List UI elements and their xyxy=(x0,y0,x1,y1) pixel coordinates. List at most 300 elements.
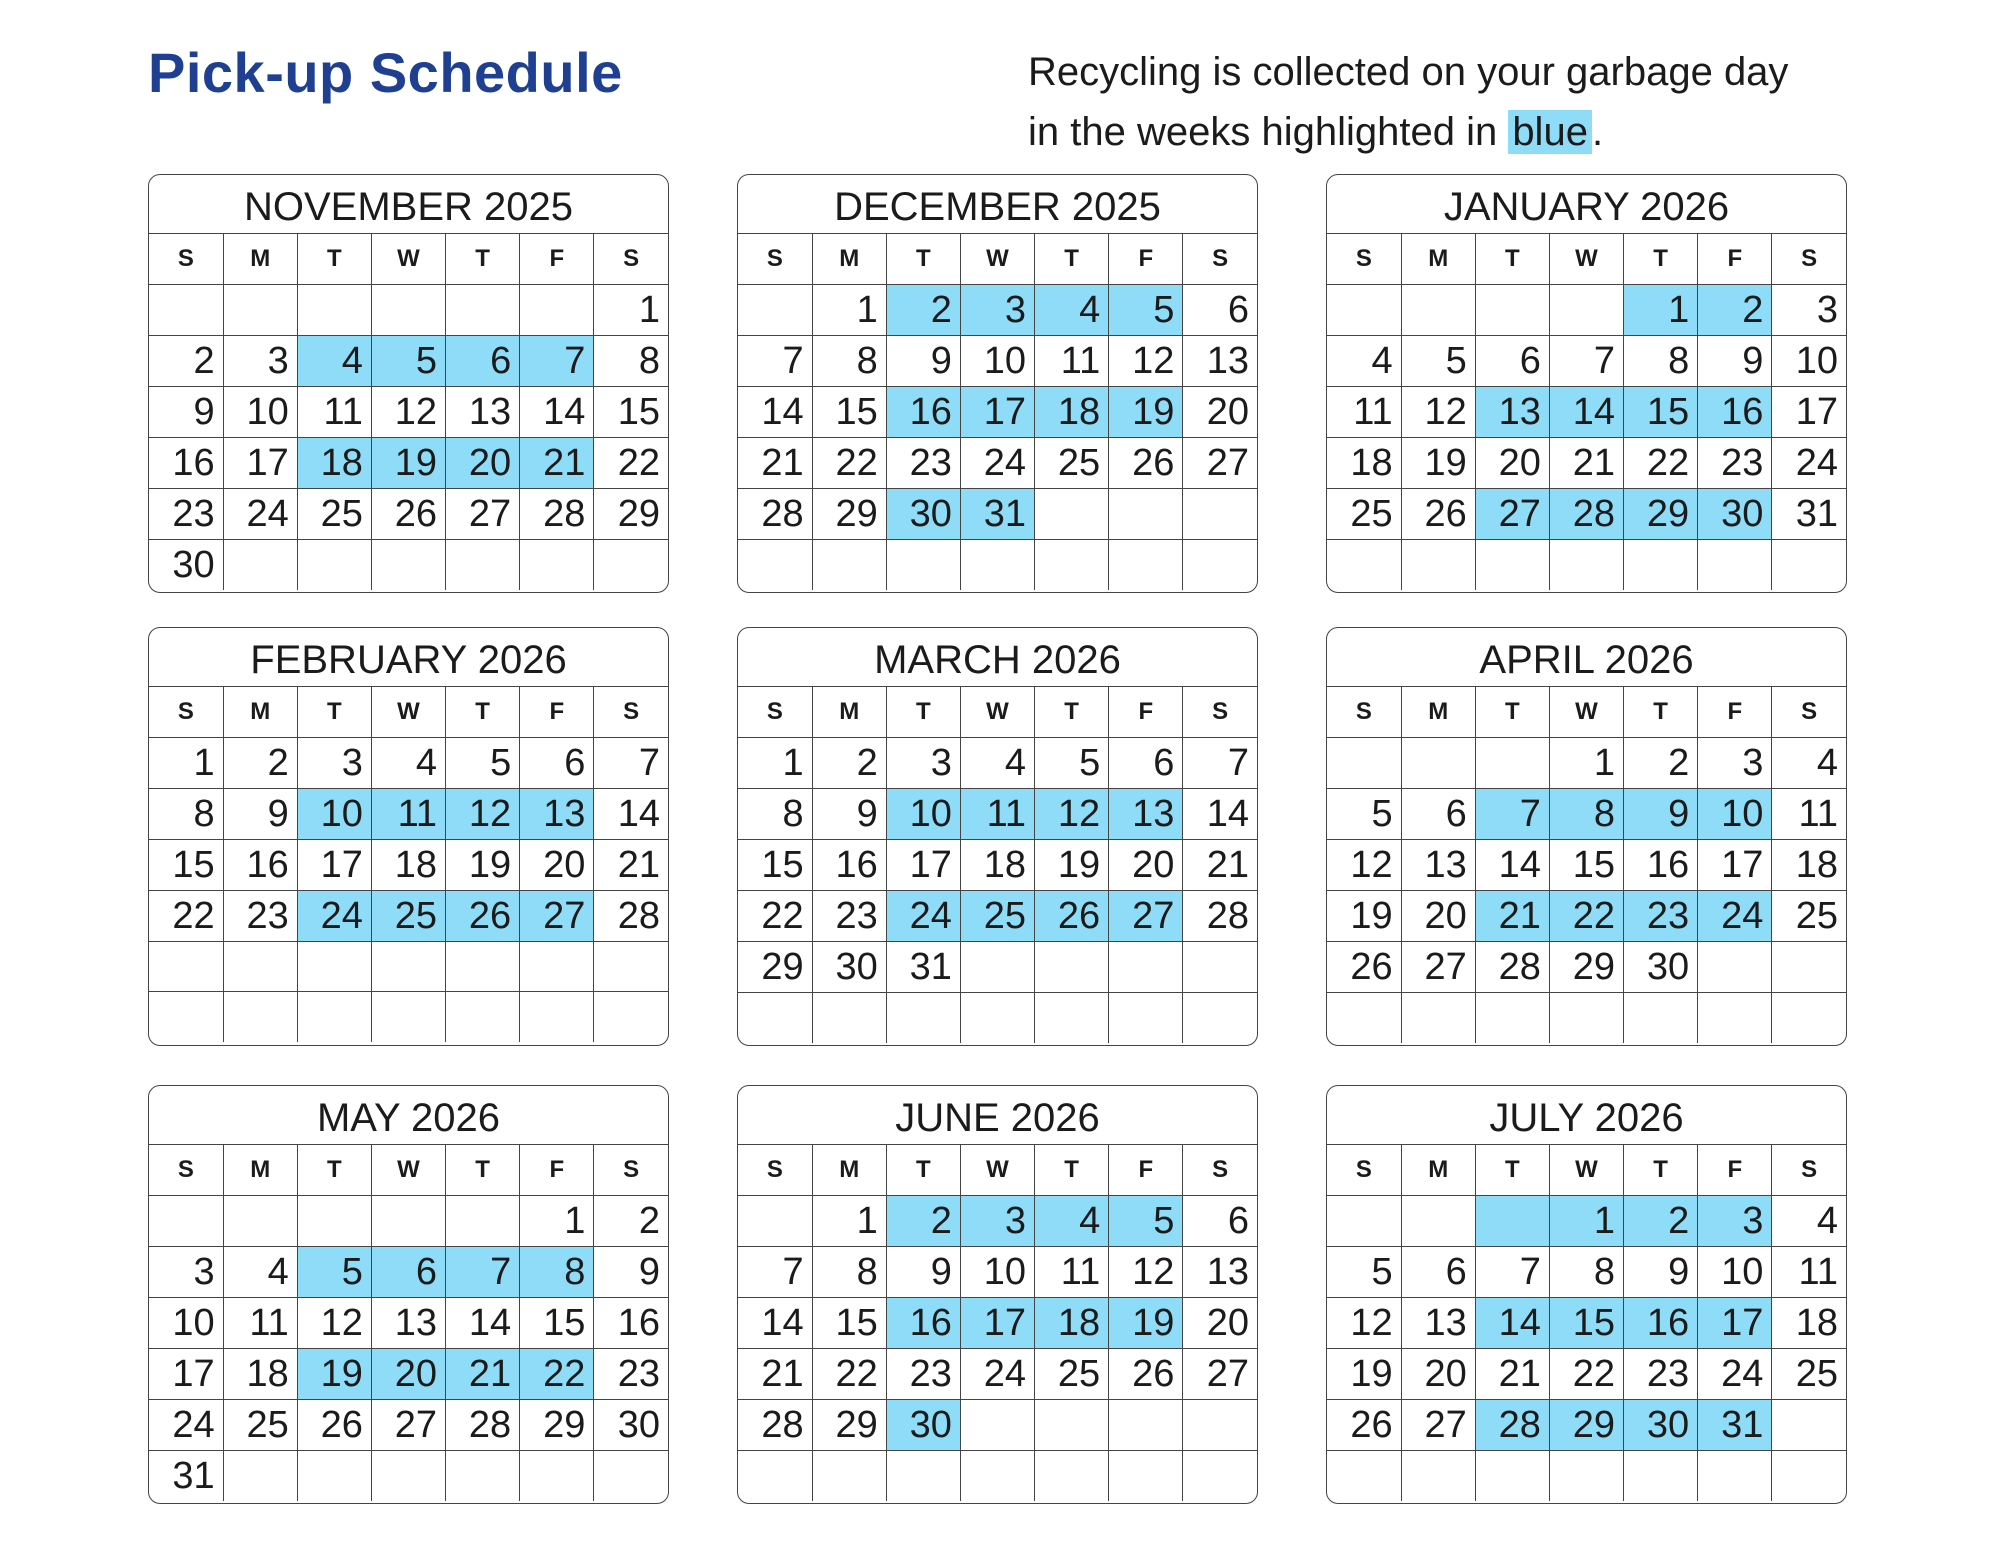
day-cell xyxy=(960,540,1034,590)
day-cell: 3 xyxy=(149,1247,223,1298)
day-cell: 26 xyxy=(371,489,445,540)
day-cell xyxy=(594,992,668,1042)
day-cell: 19 xyxy=(297,1349,371,1400)
week-row xyxy=(1327,789,1846,840)
weekday-header: F xyxy=(1698,1145,1772,1196)
day-cell: 27 xyxy=(1183,1349,1257,1400)
day-cell xyxy=(1035,1400,1109,1451)
weekday-header-row xyxy=(1327,234,1846,285)
day-cell: 27 xyxy=(371,1400,445,1451)
day-cell: 19 xyxy=(1401,438,1475,489)
day-cell xyxy=(1109,540,1183,590)
day-cell: 1 xyxy=(1549,738,1623,789)
day-cell: 5 xyxy=(1109,285,1183,336)
day-cell: 5 xyxy=(1327,1247,1401,1298)
note-line-2-end: . xyxy=(1591,110,1604,154)
day-cell xyxy=(1183,942,1257,993)
week-row xyxy=(1327,993,1846,1043)
month-title: FEBRUARY 2026 xyxy=(149,628,668,687)
day-cell: 15 xyxy=(1624,387,1698,438)
note-line-2 xyxy=(1028,102,1908,162)
week-row xyxy=(738,891,1257,942)
day-cell: 25 xyxy=(1772,891,1846,942)
day-cell: 16 xyxy=(886,387,960,438)
week-row xyxy=(1327,489,1846,540)
day-cell: 4 xyxy=(1035,285,1109,336)
day-cell: 16 xyxy=(1624,840,1698,891)
day-cell: 3 xyxy=(960,285,1034,336)
day-cell: 2 xyxy=(1698,285,1772,336)
day-cell xyxy=(1772,1400,1846,1451)
day-cell: 18 xyxy=(371,840,445,891)
day-cell: 7 xyxy=(1475,789,1549,840)
day-cell xyxy=(594,540,668,591)
day-cell: 8 xyxy=(1624,336,1698,387)
day-cell: 24 xyxy=(1698,1349,1772,1400)
weekday-header: W xyxy=(1549,1145,1623,1196)
day-cell xyxy=(149,285,223,336)
day-cell xyxy=(446,285,520,336)
day-cell: 1 xyxy=(149,738,223,789)
day-cell: 21 xyxy=(1475,1349,1549,1400)
day-cell: 3 xyxy=(1698,738,1772,789)
day-cell: 25 xyxy=(297,489,371,540)
day-cell: 19 xyxy=(446,840,520,891)
day-cell: 14 xyxy=(1475,1298,1549,1349)
day-cell xyxy=(1109,1451,1183,1501)
day-cell: 28 xyxy=(1475,942,1549,993)
day-cell: 3 xyxy=(1698,1196,1772,1247)
month-title: MAY 2026 xyxy=(149,1086,668,1145)
day-cell: 12 xyxy=(297,1298,371,1349)
day-cell xyxy=(960,1400,1034,1451)
day-cell xyxy=(812,993,886,1043)
day-cell: 23 xyxy=(1624,1349,1698,1400)
day-cell: 20 xyxy=(1475,438,1549,489)
weekday-header-row xyxy=(149,1145,668,1196)
weekday-header-row xyxy=(738,234,1257,285)
day-cell: 9 xyxy=(886,336,960,387)
day-cell: 6 xyxy=(1401,789,1475,840)
day-cell: 2 xyxy=(886,285,960,336)
day-cell: 19 xyxy=(1109,387,1183,438)
day-cell: 15 xyxy=(1549,1298,1623,1349)
day-cell: 8 xyxy=(812,336,886,387)
month-calendar xyxy=(1326,1085,1847,1504)
week-row xyxy=(738,1298,1257,1349)
week-row xyxy=(738,942,1257,993)
day-cell: 3 xyxy=(1772,285,1846,336)
day-cell: 19 xyxy=(1035,840,1109,891)
day-cell: 30 xyxy=(812,942,886,993)
day-cell xyxy=(520,992,594,1042)
day-cell: 9 xyxy=(223,789,297,840)
day-cell: 5 xyxy=(1401,336,1475,387)
day-cell xyxy=(1183,1451,1257,1501)
month-title: MARCH 2026 xyxy=(738,628,1257,687)
day-cell xyxy=(297,1451,371,1502)
weekday-header: M xyxy=(1401,1145,1475,1196)
day-cell: 25 xyxy=(223,1400,297,1451)
weekday-header: S xyxy=(1772,687,1846,738)
day-cell: 6 xyxy=(520,738,594,789)
day-cell: 15 xyxy=(149,840,223,891)
day-cell: 26 xyxy=(1035,891,1109,942)
day-cell xyxy=(520,285,594,336)
week-row xyxy=(149,336,668,387)
day-cell: 13 xyxy=(1401,1298,1475,1349)
day-cell: 7 xyxy=(738,336,812,387)
weekday-header: T xyxy=(1475,1145,1549,1196)
weekday-header: T xyxy=(886,234,960,285)
note-line-2-text: in the weeks highlighted in xyxy=(1028,110,1509,154)
day-cell: 11 xyxy=(1327,387,1401,438)
weekday-header: T xyxy=(1624,234,1698,285)
day-cell xyxy=(594,942,668,992)
day-cell: 20 xyxy=(520,840,594,891)
weekday-header: S xyxy=(149,1145,223,1196)
day-cell: 1 xyxy=(812,285,886,336)
day-cell xyxy=(520,1451,594,1502)
week-row xyxy=(1327,336,1846,387)
week-row xyxy=(149,1451,668,1502)
month-grid xyxy=(738,1145,1257,1501)
weekday-header-row xyxy=(738,1145,1257,1196)
weekday-header: S xyxy=(1183,687,1257,738)
day-cell xyxy=(1401,1451,1475,1501)
day-cell: 8 xyxy=(738,789,812,840)
day-cell xyxy=(149,992,223,1042)
day-cell: 10 xyxy=(886,789,960,840)
day-cell: 17 xyxy=(960,387,1034,438)
day-cell xyxy=(1698,993,1772,1043)
day-cell: 14 xyxy=(446,1298,520,1349)
day-cell: 4 xyxy=(1327,336,1401,387)
day-cell: 8 xyxy=(520,1247,594,1298)
day-cell: 9 xyxy=(886,1247,960,1298)
day-cell: 21 xyxy=(1183,840,1257,891)
weekday-header: M xyxy=(223,234,297,285)
weekday-header: M xyxy=(223,1145,297,1196)
month-grid xyxy=(738,234,1257,590)
day-cell xyxy=(520,540,594,591)
day-cell: 4 xyxy=(1772,738,1846,789)
day-cell xyxy=(371,992,445,1042)
weekday-header: F xyxy=(520,234,594,285)
day-cell: 22 xyxy=(1624,438,1698,489)
day-cell xyxy=(446,540,520,591)
day-cell: 17 xyxy=(1772,387,1846,438)
day-cell: 23 xyxy=(594,1349,668,1400)
day-cell: 24 xyxy=(960,438,1034,489)
day-cell: 28 xyxy=(520,489,594,540)
day-cell: 13 xyxy=(1475,387,1549,438)
day-cell: 12 xyxy=(1109,336,1183,387)
day-cell xyxy=(446,992,520,1042)
day-cell: 6 xyxy=(1183,285,1257,336)
day-cell: 6 xyxy=(1475,336,1549,387)
day-cell: 22 xyxy=(149,891,223,942)
month-grid xyxy=(149,1145,668,1501)
day-cell xyxy=(1401,1196,1475,1247)
day-cell: 31 xyxy=(1772,489,1846,540)
day-cell: 28 xyxy=(1549,489,1623,540)
day-cell xyxy=(1549,1451,1623,1501)
day-cell: 5 xyxy=(371,336,445,387)
day-cell xyxy=(1772,1451,1846,1501)
day-cell: 20 xyxy=(371,1349,445,1400)
weekday-header: M xyxy=(812,687,886,738)
day-cell xyxy=(960,993,1034,1043)
weekday-header-row xyxy=(738,687,1257,738)
day-cell: 12 xyxy=(1035,789,1109,840)
weekday-header: M xyxy=(1401,234,1475,285)
day-cell xyxy=(960,1451,1034,1501)
weekday-header-row xyxy=(149,234,668,285)
day-cell xyxy=(594,1451,668,1502)
day-cell xyxy=(1035,993,1109,1043)
day-cell: 26 xyxy=(1109,438,1183,489)
day-cell: 30 xyxy=(1624,1400,1698,1451)
month-grid xyxy=(149,234,668,590)
day-cell: 7 xyxy=(1475,1247,1549,1298)
day-cell: 10 xyxy=(223,387,297,438)
day-cell: 11 xyxy=(371,789,445,840)
day-cell xyxy=(223,1196,297,1247)
weekday-header: S xyxy=(1772,1145,1846,1196)
day-cell: 29 xyxy=(812,1400,886,1451)
day-cell xyxy=(1549,285,1623,336)
day-cell: 13 xyxy=(1183,1247,1257,1298)
day-cell: 17 xyxy=(960,1298,1034,1349)
week-row xyxy=(738,489,1257,540)
weekday-header: T xyxy=(297,1145,371,1196)
week-row xyxy=(149,992,668,1042)
weekday-header: F xyxy=(520,1145,594,1196)
day-cell: 12 xyxy=(1109,1247,1183,1298)
day-cell xyxy=(371,540,445,591)
weekday-header: S xyxy=(1327,687,1401,738)
week-row xyxy=(1327,1400,1846,1451)
weekday-header: M xyxy=(812,1145,886,1196)
day-cell: 25 xyxy=(1772,1349,1846,1400)
week-row xyxy=(149,387,668,438)
day-cell xyxy=(1475,540,1549,590)
day-cell: 27 xyxy=(1401,942,1475,993)
day-cell: 27 xyxy=(1401,1400,1475,1451)
day-cell: 28 xyxy=(738,1400,812,1451)
day-cell xyxy=(1327,1451,1401,1501)
weekday-header: W xyxy=(960,1145,1034,1196)
day-cell: 24 xyxy=(886,891,960,942)
day-cell: 17 xyxy=(149,1349,223,1400)
weekday-header: W xyxy=(1549,234,1623,285)
day-cell: 31 xyxy=(1698,1400,1772,1451)
day-cell xyxy=(1183,489,1257,540)
day-cell xyxy=(297,1196,371,1247)
day-cell: 10 xyxy=(149,1298,223,1349)
week-row xyxy=(738,993,1257,1043)
weekday-header: T xyxy=(297,687,371,738)
day-cell: 26 xyxy=(446,891,520,942)
weekday-header: T xyxy=(446,234,520,285)
week-row xyxy=(738,285,1257,336)
day-cell xyxy=(1475,285,1549,336)
day-cell: 9 xyxy=(594,1247,668,1298)
day-cell xyxy=(1698,1451,1772,1501)
day-cell: 19 xyxy=(1327,1349,1401,1400)
week-row xyxy=(1327,387,1846,438)
day-cell: 20 xyxy=(1183,387,1257,438)
day-cell: 14 xyxy=(1549,387,1623,438)
day-cell: 4 xyxy=(1035,1196,1109,1247)
day-cell: 17 xyxy=(1698,840,1772,891)
weekday-header: T xyxy=(1475,234,1549,285)
day-cell: 2 xyxy=(223,738,297,789)
day-cell xyxy=(149,1196,223,1247)
day-cell: 12 xyxy=(1401,387,1475,438)
day-cell: 16 xyxy=(1624,1298,1698,1349)
day-cell xyxy=(738,285,812,336)
day-cell: 11 xyxy=(297,387,371,438)
day-cell: 14 xyxy=(594,789,668,840)
day-cell: 31 xyxy=(960,489,1034,540)
week-row xyxy=(1327,1349,1846,1400)
day-cell: 2 xyxy=(812,738,886,789)
weekday-header: M xyxy=(812,234,886,285)
day-cell: 13 xyxy=(1183,336,1257,387)
day-cell xyxy=(886,540,960,590)
day-cell: 20 xyxy=(1183,1298,1257,1349)
day-cell xyxy=(371,1196,445,1247)
day-cell xyxy=(738,993,812,1043)
day-cell xyxy=(1327,738,1401,789)
day-cell xyxy=(223,285,297,336)
day-cell: 25 xyxy=(960,891,1034,942)
day-cell: 26 xyxy=(297,1400,371,1451)
day-cell: 28 xyxy=(594,891,668,942)
day-cell: 26 xyxy=(1327,942,1401,993)
day-cell: 23 xyxy=(886,438,960,489)
day-cell xyxy=(1035,1451,1109,1501)
day-cell: 21 xyxy=(520,438,594,489)
day-cell: 12 xyxy=(1327,1298,1401,1349)
day-cell: 10 xyxy=(960,336,1034,387)
day-cell: 22 xyxy=(812,438,886,489)
week-row xyxy=(738,387,1257,438)
month-calendar xyxy=(737,627,1258,1046)
day-cell: 28 xyxy=(1475,1400,1549,1451)
month-grid xyxy=(1327,234,1846,590)
week-row xyxy=(1327,738,1846,789)
week-row xyxy=(738,1247,1257,1298)
month-title: APRIL 2026 xyxy=(1327,628,1846,687)
day-cell: 18 xyxy=(223,1349,297,1400)
weekday-header-row xyxy=(1327,687,1846,738)
day-cell xyxy=(1327,993,1401,1043)
day-cell xyxy=(1772,540,1846,590)
week-row xyxy=(738,840,1257,891)
day-cell xyxy=(1698,540,1772,590)
weekday-header: S xyxy=(738,1145,812,1196)
day-cell: 14 xyxy=(1475,840,1549,891)
day-cell: 27 xyxy=(1183,438,1257,489)
day-cell: 7 xyxy=(594,738,668,789)
day-cell xyxy=(1698,942,1772,993)
day-cell xyxy=(960,942,1034,993)
day-cell xyxy=(1475,993,1549,1043)
month-grid xyxy=(149,687,668,1042)
day-cell: 10 xyxy=(1772,336,1846,387)
day-cell xyxy=(1624,540,1698,590)
day-cell: 20 xyxy=(1401,1349,1475,1400)
day-cell xyxy=(1109,942,1183,993)
weekday-header: T xyxy=(297,234,371,285)
weekday-header: W xyxy=(371,234,445,285)
day-cell: 10 xyxy=(1698,1247,1772,1298)
day-cell xyxy=(1401,993,1475,1043)
day-cell: 5 xyxy=(446,738,520,789)
day-cell: 30 xyxy=(149,540,223,591)
day-cell: 6 xyxy=(446,336,520,387)
day-cell: 18 xyxy=(1035,387,1109,438)
day-cell: 30 xyxy=(1624,942,1698,993)
day-cell: 7 xyxy=(738,1247,812,1298)
week-row xyxy=(1327,438,1846,489)
day-cell xyxy=(1475,1196,1549,1247)
weekday-header: S xyxy=(149,687,223,738)
week-row xyxy=(149,942,668,992)
day-cell: 29 xyxy=(1624,489,1698,540)
day-cell: 30 xyxy=(594,1400,668,1451)
day-cell: 29 xyxy=(594,489,668,540)
weekday-header: W xyxy=(371,1145,445,1196)
week-row xyxy=(1327,840,1846,891)
day-cell: 11 xyxy=(1035,1247,1109,1298)
day-cell: 9 xyxy=(812,789,886,840)
month-calendar xyxy=(737,1085,1258,1504)
week-row xyxy=(1327,942,1846,993)
day-cell: 17 xyxy=(223,438,297,489)
weekday-header: S xyxy=(149,234,223,285)
weekday-header: F xyxy=(1109,1145,1183,1196)
day-cell xyxy=(520,942,594,992)
day-cell: 16 xyxy=(1698,387,1772,438)
day-cell xyxy=(1772,993,1846,1043)
day-cell: 15 xyxy=(520,1298,594,1349)
day-cell: 31 xyxy=(886,942,960,993)
day-cell xyxy=(446,1196,520,1247)
recycling-note xyxy=(1028,42,1908,162)
day-cell: 28 xyxy=(738,489,812,540)
weekday-header: T xyxy=(1035,1145,1109,1196)
day-cell xyxy=(1624,1451,1698,1501)
day-cell: 14 xyxy=(738,387,812,438)
day-cell xyxy=(1624,993,1698,1043)
week-row xyxy=(1327,1298,1846,1349)
day-cell: 24 xyxy=(960,1349,1034,1400)
day-cell: 16 xyxy=(812,840,886,891)
day-cell: 18 xyxy=(960,840,1034,891)
month-calendar xyxy=(148,174,669,593)
day-cell: 27 xyxy=(1109,891,1183,942)
weekday-header: S xyxy=(1327,1145,1401,1196)
weekday-header: F xyxy=(1698,234,1772,285)
day-cell: 18 xyxy=(297,438,371,489)
week-row xyxy=(738,438,1257,489)
day-cell: 3 xyxy=(960,1196,1034,1247)
note-highlight-sample: blue xyxy=(1508,110,1592,154)
